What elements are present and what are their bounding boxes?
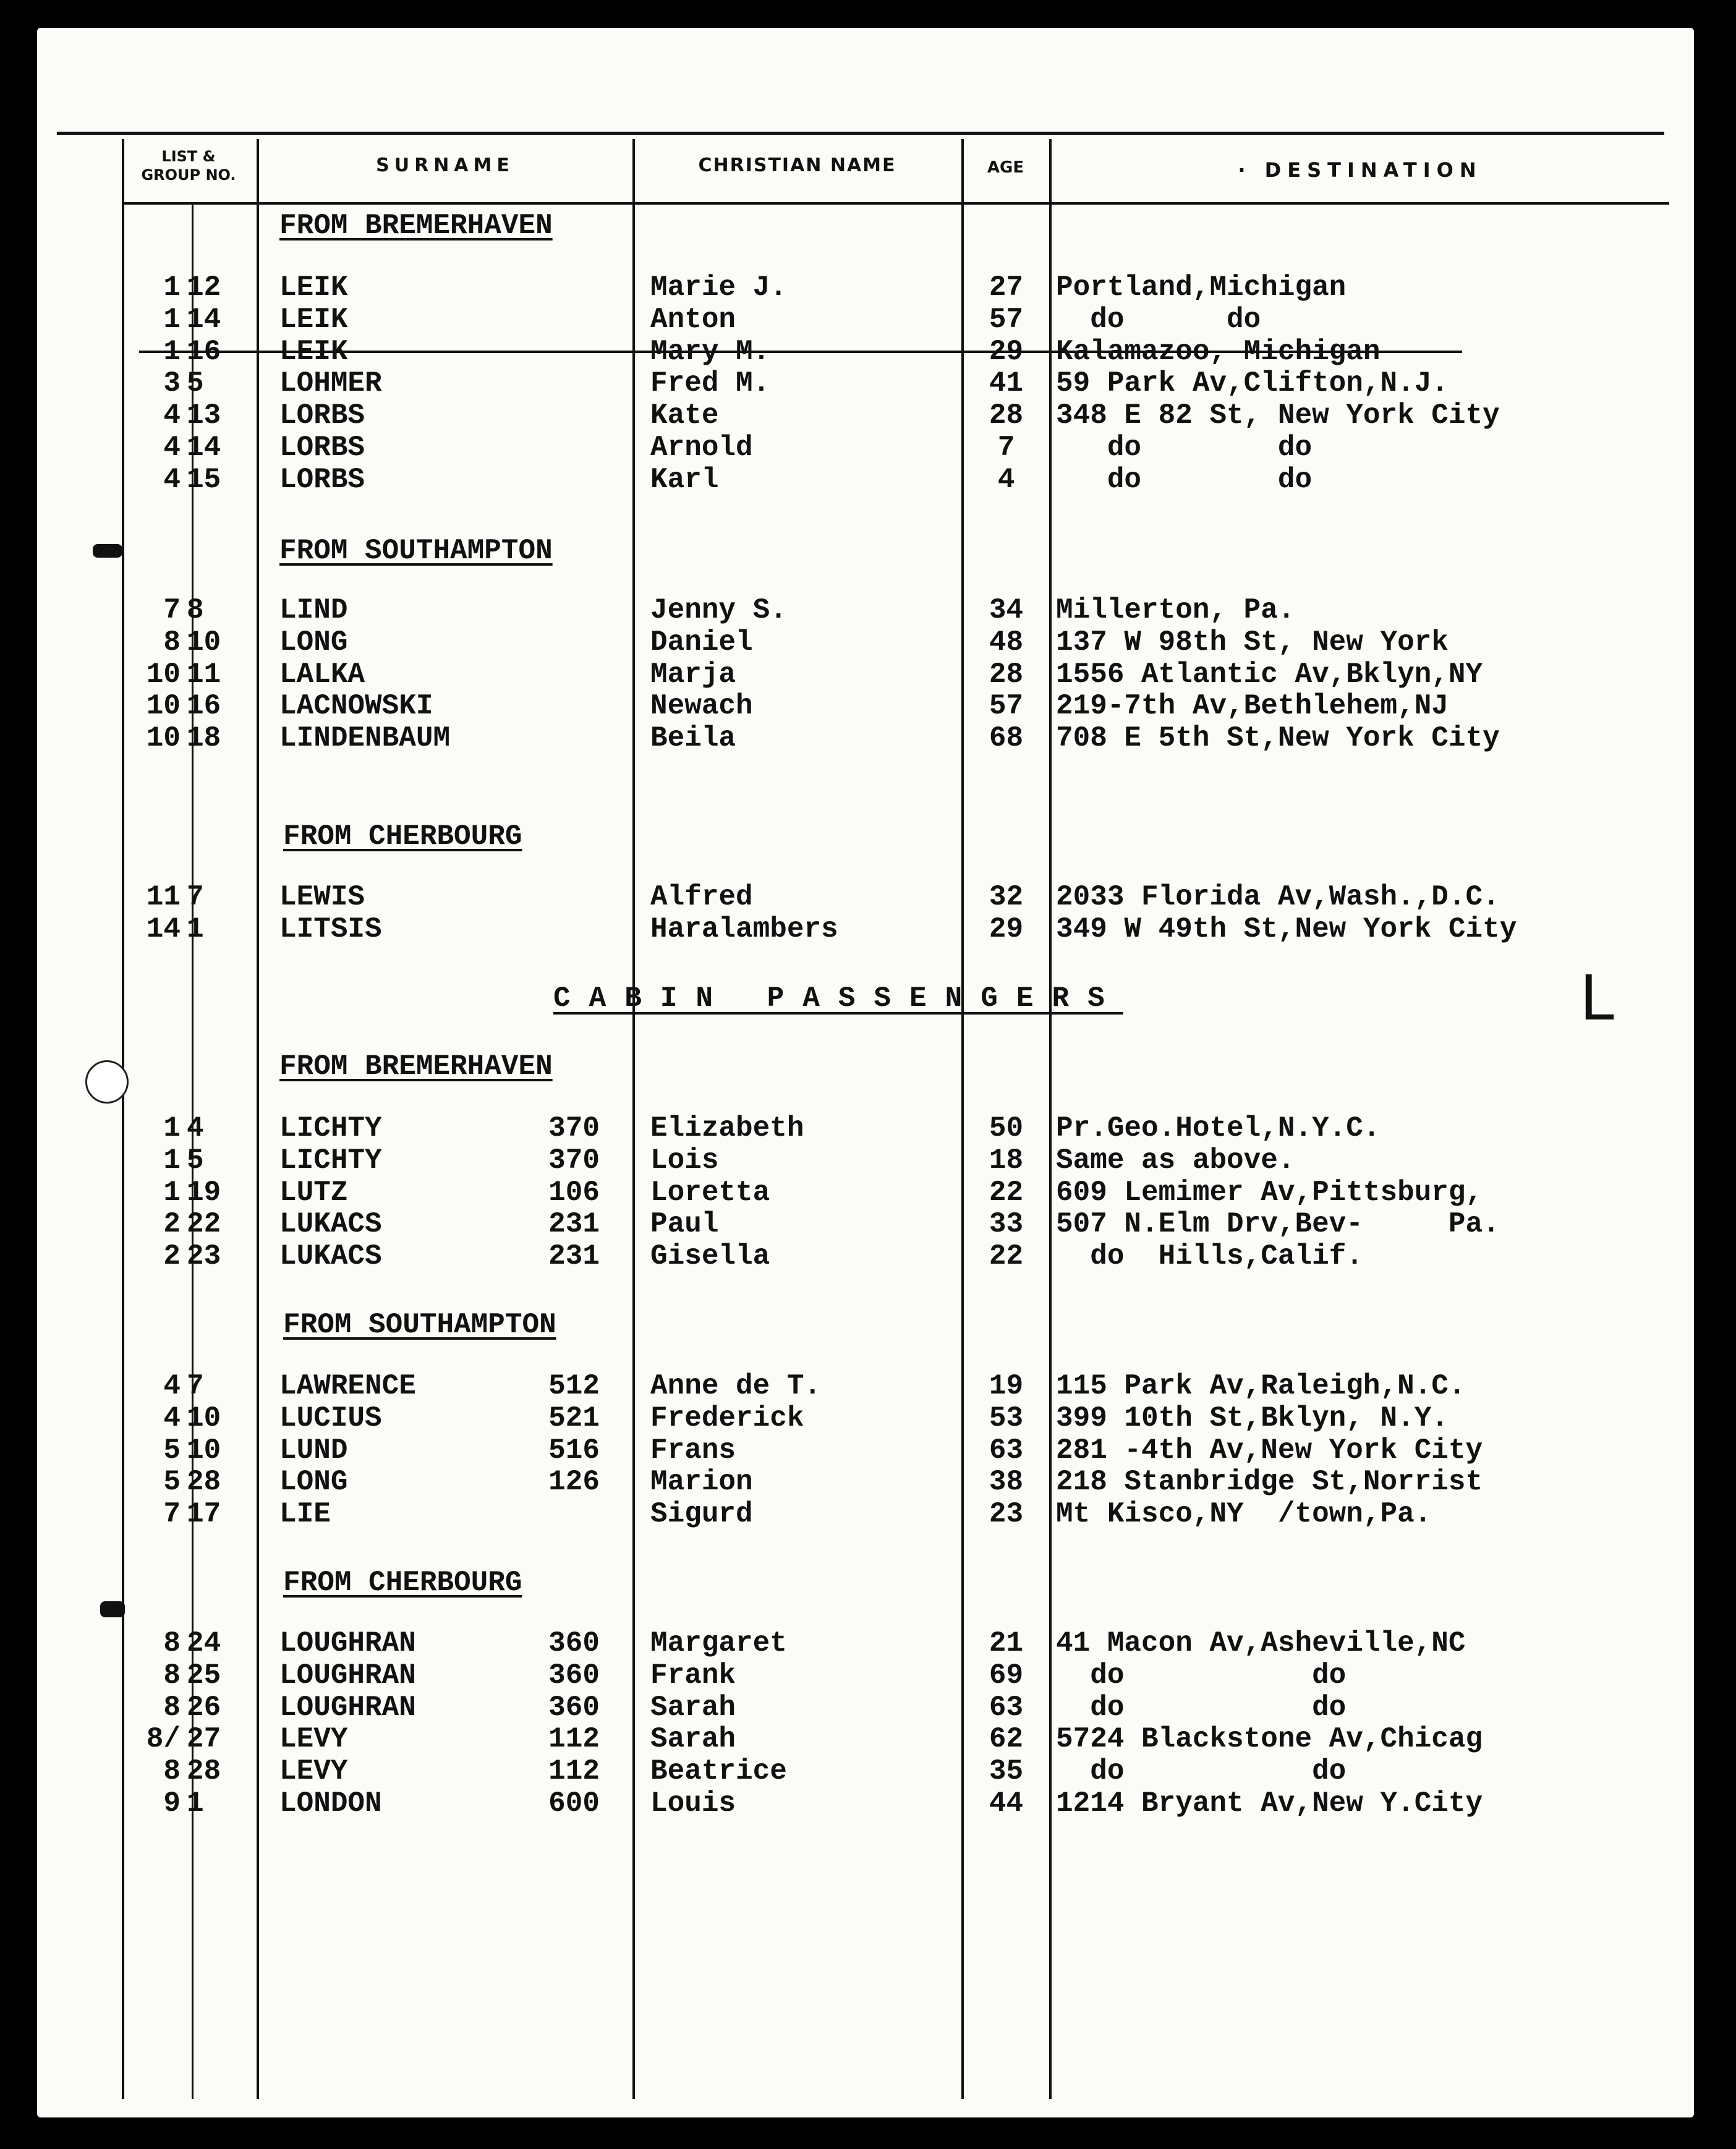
cell-dest: 41 Macon Av,Asheville,NC	[1056, 1628, 1466, 1659]
cell-num: 516	[548, 1435, 600, 1466]
cell-age: 57	[989, 304, 1024, 335]
cell-group: 16	[187, 336, 221, 367]
cell-dest: do do	[1056, 304, 1261, 335]
cell-num: 600	[548, 1788, 600, 1819]
cell-surname: LIE	[279, 1499, 331, 1530]
cell-group: 22	[187, 1209, 221, 1240]
header-christian-name: CHRISTIAN NAME	[698, 155, 896, 176]
cell-list: 10	[146, 691, 181, 721]
cell-dest: 115 Park Av,Raleigh,N.C.	[1056, 1371, 1466, 1402]
cell-christian: Beila	[650, 723, 736, 754]
cell-dest: 399 10th St,Bklyn, N.Y.	[1056, 1403, 1449, 1434]
cell-dest: 348 E 82 St, New York City	[1056, 400, 1500, 431]
cell-group: 5	[187, 368, 204, 399]
cell-christian: Elizabeth	[650, 1113, 804, 1144]
cell-surname: LORBS	[279, 432, 365, 463]
cell-age: 68	[989, 723, 1024, 754]
cell-surname: LOUGHRAN	[279, 1692, 416, 1723]
cell-age: 27	[989, 272, 1024, 303]
cell-list: 5	[163, 1466, 181, 1497]
cell-age: 63	[989, 1435, 1024, 1466]
cell-age: 4	[997, 464, 1015, 495]
cell-christian: Paul	[650, 1209, 719, 1240]
cell-christian: Alfred	[650, 882, 753, 913]
cell-age: 18	[989, 1145, 1024, 1176]
cell-dest: 349 W 49th St,New York City	[1056, 914, 1517, 945]
header-group-label: GROUP NO.	[141, 166, 236, 184]
cell-list: 7	[163, 595, 181, 626]
cell-list: 2	[163, 1241, 181, 1272]
cell-dest: do do	[1056, 464, 1313, 495]
section-heading: FROM BREMERHAVEN	[279, 210, 553, 242]
cell-age: 38	[989, 1466, 1024, 1497]
cell-surname: LUTZ	[279, 1177, 348, 1208]
cell-surname: LICHTY	[279, 1113, 382, 1144]
cell-group: 23	[187, 1241, 221, 1272]
cell-age: 41	[989, 368, 1024, 399]
cell-list: 4	[163, 432, 181, 463]
col-rule-christian	[632, 139, 635, 2099]
cell-surname: LORBS	[279, 464, 365, 495]
cell-age: 28	[989, 400, 1024, 431]
cell-group: 28	[187, 1466, 221, 1497]
cell-age: 53	[989, 1403, 1024, 1434]
ink-blot	[93, 544, 122, 558]
cell-group: 18	[187, 723, 221, 754]
cell-group: 7	[187, 1371, 204, 1402]
cell-age: 19	[989, 1371, 1024, 1402]
cell-age: 33	[989, 1209, 1024, 1240]
header-age: AGE	[987, 158, 1024, 177]
cell-surname: LORBS	[279, 400, 365, 431]
cell-surname: LUCIUS	[279, 1403, 382, 1434]
cell-dest: 281 -4th Av,New York City	[1056, 1435, 1483, 1466]
cell-group: 25	[187, 1660, 221, 1691]
cell-surname: LEWIS	[279, 882, 365, 913]
cell-age: 34	[989, 595, 1024, 626]
cell-age: 29	[989, 336, 1024, 367]
cell-dest: do do	[1056, 1660, 1347, 1691]
cell-surname: LEVY	[279, 1724, 348, 1755]
cell-group: 4	[187, 1113, 204, 1144]
cell-dest: 1556 Atlantic Av,Bklyn,NY	[1056, 659, 1483, 690]
cell-num: 112	[548, 1724, 600, 1755]
section-heading: FROM CHERBOURG	[283, 1567, 522, 1599]
cell-num: 112	[548, 1756, 600, 1787]
cell-num: 360	[548, 1660, 600, 1691]
cell-christian: Arnold	[650, 432, 753, 463]
cell-surname: LEVY	[279, 1756, 348, 1787]
cell-christian: Frank	[650, 1660, 736, 1691]
cell-num: 126	[548, 1466, 600, 1497]
cell-age: 7	[997, 432, 1015, 463]
cell-num: 360	[548, 1692, 600, 1723]
cell-christian: Anne de T.	[650, 1371, 822, 1402]
section-heading: FROM SOUTHAMPTON	[279, 535, 553, 567]
cell-surname: LEIK	[279, 304, 348, 335]
cabin-passengers-heading: CABIN PASSENGERS	[553, 982, 1123, 1015]
section-heading: FROM SOUTHAMPTON	[283, 1309, 556, 1341]
header-top-rule	[57, 132, 1664, 135]
cell-surname: LONDON	[279, 1788, 382, 1819]
cell-christian: Fred M.	[650, 368, 770, 399]
cell-dest: do do	[1056, 432, 1313, 463]
cell-christian: Lois	[650, 1145, 719, 1176]
cell-christian: Frans	[650, 1435, 736, 1466]
cell-age: 28	[989, 659, 1024, 690]
cell-group: 8	[187, 595, 204, 626]
cell-age: 50	[989, 1113, 1024, 1144]
cell-list: 1	[163, 336, 181, 367]
cell-dest: 218 Stanbridge St,Norrist	[1056, 1466, 1483, 1497]
cell-age: 21	[989, 1628, 1024, 1659]
cell-num: 360	[548, 1628, 600, 1659]
cell-list: 8	[163, 1628, 181, 1659]
cell-list: 4	[163, 1403, 181, 1434]
cell-group: 10	[187, 627, 221, 658]
cell-surname: LOHMER	[279, 368, 382, 399]
cell-group: 15	[187, 464, 221, 495]
cell-dest: Portland,Michigan	[1056, 272, 1347, 303]
cell-group: 7	[187, 882, 204, 913]
cell-age: 23	[989, 1499, 1024, 1530]
cell-dest: Same as above.	[1056, 1145, 1295, 1176]
cell-surname: LALKA	[279, 659, 365, 690]
cell-surname: LACNOWSKI	[279, 691, 433, 721]
cell-num: 521	[548, 1403, 600, 1434]
cell-age: 62	[989, 1724, 1024, 1755]
cell-group: 12	[187, 272, 221, 303]
cell-age: 44	[989, 1788, 1024, 1819]
cell-surname: LEIK	[279, 336, 348, 367]
cell-dest: 219-7th Av,Bethlehem,NJ	[1056, 691, 1449, 721]
cell-age: 32	[989, 882, 1024, 913]
cell-list: 14	[146, 914, 181, 945]
cell-list: 1	[163, 304, 181, 335]
cell-num: 512	[548, 1371, 600, 1402]
cell-christian: Gisella	[650, 1241, 770, 1272]
cell-dest: 137 W 98th St, New York	[1056, 627, 1449, 658]
cell-dest: do Hills,Calif.	[1056, 1241, 1363, 1272]
cell-dest: 609 Lemimer Av,Pittsburg,	[1056, 1177, 1483, 1208]
punch-hole	[85, 1060, 129, 1104]
cell-dest: 2033 Florida Av,Wash.,D.C.	[1056, 882, 1500, 913]
cell-group: 14	[187, 432, 221, 463]
cell-christian: Sarah	[650, 1692, 736, 1723]
cell-num: 106	[548, 1177, 600, 1208]
cell-christian: Newach	[650, 691, 753, 721]
cell-age: 48	[989, 627, 1024, 658]
cell-christian: Karl	[650, 464, 719, 495]
header-list-group	[124, 147, 253, 184]
cell-group: 1	[187, 1788, 204, 1819]
cell-age: 35	[989, 1756, 1024, 1787]
cell-christian: Frederick	[650, 1403, 804, 1434]
cell-surname: LOUGHRAN	[279, 1660, 416, 1691]
cell-age: 29	[989, 914, 1024, 945]
cell-surname: LICHTY	[279, 1145, 382, 1176]
cell-list: 1	[163, 1113, 181, 1144]
cell-surname: LONG	[279, 1466, 348, 1497]
col-rule-age	[961, 139, 964, 2099]
section-heading: FROM CHERBOURG	[283, 820, 522, 853]
cell-list: 1	[163, 272, 181, 303]
cell-list: 9	[163, 1788, 181, 1819]
cell-christian: Marion	[650, 1466, 753, 1497]
cell-christian: Louis	[650, 1788, 736, 1819]
cell-list: 7	[163, 1499, 181, 1530]
cell-dest: 507 N.Elm Drv,Bev- Pa.	[1056, 1209, 1500, 1240]
cell-group: 28	[187, 1756, 221, 1787]
ink-blot	[100, 1601, 125, 1617]
cell-surname: LITSIS	[279, 914, 382, 945]
cell-surname: LIND	[279, 595, 348, 626]
cell-group: 24	[187, 1628, 221, 1659]
header-surname: SURNAME	[376, 155, 514, 176]
cell-christian: Margaret	[650, 1628, 787, 1659]
cell-group: 13	[187, 400, 221, 431]
cell-num: 231	[548, 1209, 600, 1240]
cell-christian: Anton	[650, 304, 736, 335]
cell-christian: Beatrice	[650, 1756, 787, 1787]
cell-surname: LAWRENCE	[279, 1371, 416, 1402]
cell-list: 5	[163, 1435, 181, 1466]
cell-age: 22	[989, 1177, 1024, 1208]
cell-group: 27	[187, 1724, 221, 1755]
cell-christian: Kate	[650, 400, 719, 431]
cell-christian: Marja	[650, 659, 736, 690]
cell-surname: LUKACS	[279, 1209, 382, 1240]
cell-surname: LONG	[279, 627, 348, 658]
cell-list: 8/	[146, 1724, 181, 1755]
cell-group: 14	[187, 304, 221, 335]
cell-surname: LINDENBAUM	[279, 723, 451, 754]
cell-dest: do do	[1056, 1756, 1347, 1787]
cell-list: 2	[163, 1209, 181, 1240]
cell-dest: 708 E 5th St,New York City	[1056, 723, 1500, 754]
cell-group: 10	[187, 1435, 221, 1466]
cell-list: 4	[163, 400, 181, 431]
cell-age: 63	[989, 1692, 1024, 1723]
cell-num: 370	[548, 1113, 600, 1144]
cell-list: 8	[163, 627, 181, 658]
cell-dest: Pr.Geo.Hotel,N.Y.C.	[1056, 1113, 1381, 1144]
cell-dest: Millerton, Pa.	[1056, 595, 1295, 626]
cell-surname: LEIK	[279, 272, 348, 303]
cell-age: 57	[989, 691, 1024, 721]
cell-list: 3	[163, 368, 181, 399]
cell-surname: LOUGHRAN	[279, 1628, 416, 1659]
cell-christian: Jenny S.	[650, 595, 787, 626]
cell-christian: Sarah	[650, 1724, 736, 1755]
cell-christian: Loretta	[650, 1177, 770, 1208]
cell-list: 8	[163, 1660, 181, 1691]
cell-list: 4	[163, 1371, 181, 1402]
cell-christian: Daniel	[650, 627, 753, 658]
header-destination: · DESTINATION	[1238, 158, 1483, 182]
cell-list: 10	[146, 659, 181, 690]
cell-dest: do do	[1056, 1692, 1347, 1723]
section-heading: FROM BREMERHAVEN	[279, 1050, 553, 1083]
cell-dest: 1214 Bryant Av,New Y.City	[1056, 1788, 1483, 1819]
col-rule-dest	[1049, 139, 1052, 2099]
cell-group: 19	[187, 1177, 221, 1208]
cell-dest: 5724 Blackstone Av,Chicag	[1056, 1724, 1483, 1755]
cell-list: 11	[146, 882, 181, 913]
cell-christian: Sigurd	[650, 1499, 753, 1530]
cell-list: 8	[163, 1756, 181, 1787]
header-bottom-rule	[124, 202, 1669, 205]
cell-num: 370	[548, 1145, 600, 1176]
cell-christian: Marie J.	[650, 272, 787, 303]
header-list-label: LIST &	[161, 148, 216, 165]
margin-mark: L	[1580, 962, 1614, 1034]
cell-dest: Mt Kisco,NY /town,Pa.	[1056, 1499, 1432, 1530]
cell-christian: Mary M.	[650, 336, 770, 367]
cell-num: 231	[548, 1241, 600, 1272]
cell-group: 5	[187, 1145, 204, 1176]
cell-list: 1	[163, 1177, 181, 1208]
cell-list: 1	[163, 1145, 181, 1176]
cell-group: 10	[187, 1403, 221, 1434]
cell-group: 16	[187, 691, 221, 721]
cell-group: 1	[187, 914, 204, 945]
cell-age: 69	[989, 1660, 1024, 1691]
cell-group: 26	[187, 1692, 221, 1723]
cell-group: 11	[187, 659, 221, 690]
cell-group: 17	[187, 1499, 221, 1530]
cell-age: 22	[989, 1241, 1024, 1272]
cell-surname: LUND	[279, 1435, 348, 1466]
cell-list: 8	[163, 1692, 181, 1723]
cell-list: 4	[163, 464, 181, 495]
cell-dest: 59 Park Av,Clifton,N.J.	[1056, 368, 1449, 399]
cell-surname: LUKACS	[279, 1241, 382, 1272]
cell-dest: Kalamazoo, Michigan	[1056, 336, 1381, 367]
col-rule-surname	[257, 139, 259, 2099]
cell-christian: Haralambers	[650, 914, 838, 945]
cell-list: 10	[146, 723, 181, 754]
